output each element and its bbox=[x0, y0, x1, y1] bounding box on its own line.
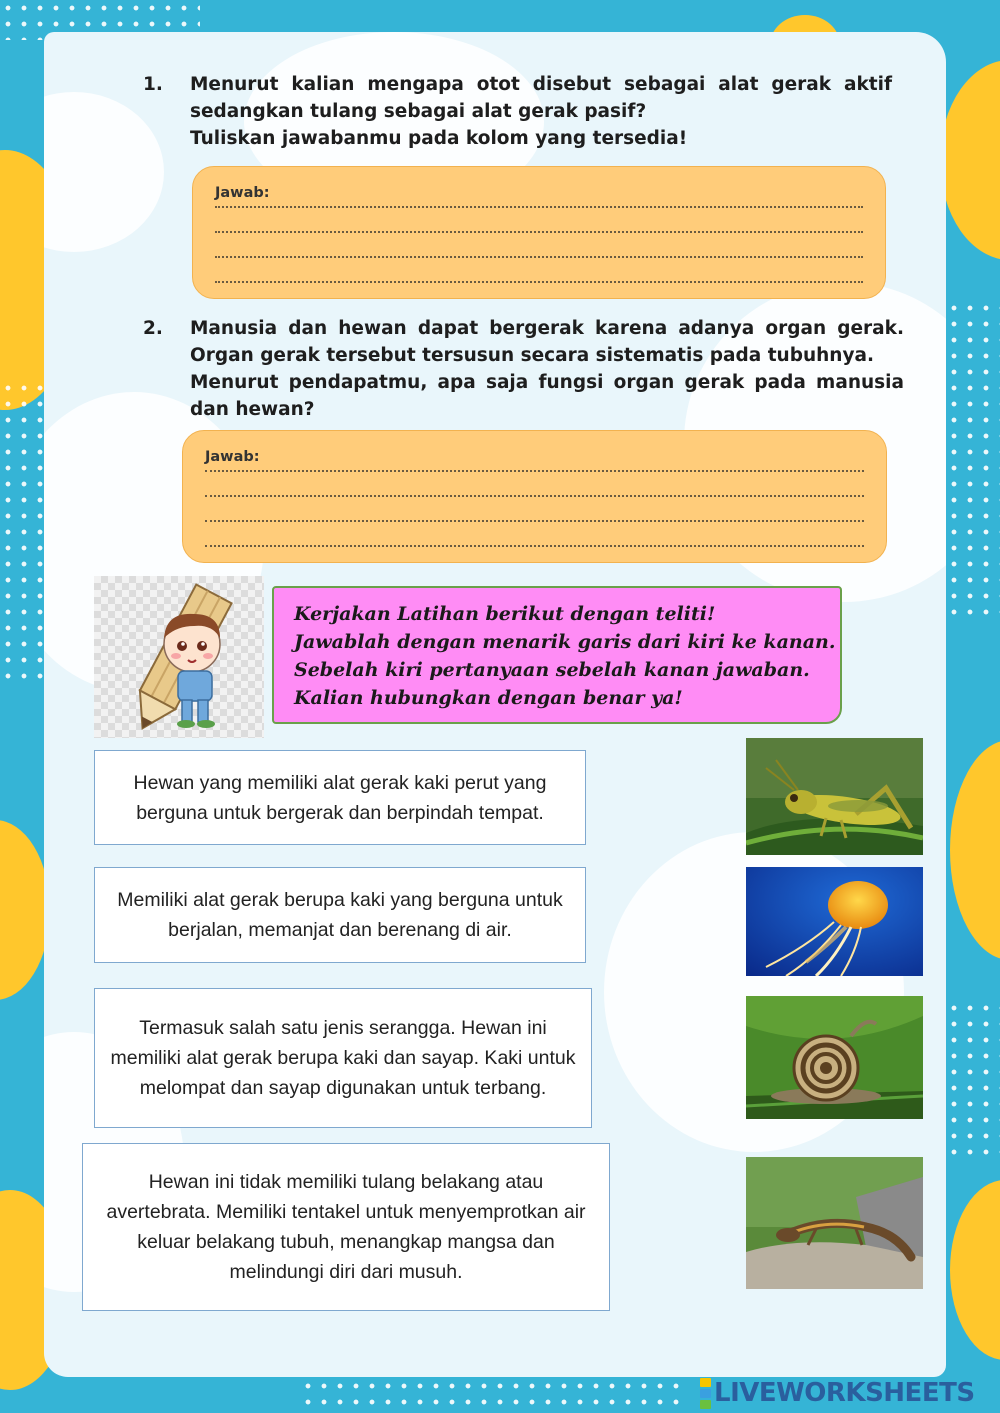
dot-pattern-decoration bbox=[300, 1378, 680, 1413]
question-1-line: Menurut kalian mengapa otot disebut sebagai alat gerak aktif sedangkan tulang sebagai alat gerak pasif? bbox=[190, 74, 892, 122]
yellow-circle-decoration bbox=[950, 1180, 1000, 1360]
liveworksheets-logo bbox=[700, 1377, 975, 1409]
answer-line[interactable] bbox=[205, 472, 864, 497]
instruction-line: Sebelah kiri pertanyaan sebelah kanan jawaban. bbox=[294, 659, 810, 681]
white-blob-decoration bbox=[44, 92, 164, 252]
question-2-number: 2. bbox=[143, 318, 163, 339]
question-1-line: Tuliskan jawabanmu pada kolom yang tersedia! bbox=[190, 128, 688, 149]
question-2-line: Manusia dan hewan dapat bergerak karena adanya organ gerak. Organ gerak tersebut tersusun secara sistematis pada tubuhnya. bbox=[190, 318, 904, 366]
instruction-line: Kerjakan Latihan berikut dengan teliti! bbox=[294, 603, 716, 625]
dot-pattern-decoration bbox=[946, 300, 1000, 620]
lizard-photo[interactable] bbox=[746, 1157, 923, 1289]
question-2-line: Menurut pendapatmu, apa saja fungsi organ gerak pada manusia dan hewan? bbox=[190, 372, 904, 420]
dot-pattern-decoration bbox=[0, 380, 44, 680]
matching-prompt-3[interactable]: Termasuk salah satu jenis serangga. Hewan ini memiliki alat gerak berupa kaki dan sayap. Kaki untuk melompat dan sayap digunakan untuk terbang. bbox=[94, 988, 592, 1128]
matching-prompt-1[interactable]: Hewan yang memiliki alat gerak kaki perut yang berguna untuk bergerak dan berpindah tempat. bbox=[94, 750, 586, 845]
instruction-box bbox=[272, 586, 842, 724]
answer-line[interactable] bbox=[215, 208, 863, 233]
yellow-circle-decoration bbox=[0, 820, 50, 1000]
question-1-number: 1. bbox=[143, 74, 163, 95]
liveworksheets-icon bbox=[700, 1377, 711, 1410]
answer-line[interactable] bbox=[205, 497, 864, 522]
answer-label: Jawab: bbox=[215, 185, 270, 201]
matching-prompt-4[interactable]: Hewan ini tidak memiliki tulang belakang atau avertebrata. Memiliki tentakel untuk menyemprotkan air keluar belakang tubuh, menangkap mangsa dan melindungi diri dari musuh. bbox=[82, 1143, 610, 1311]
answer-line[interactable] bbox=[215, 258, 863, 283]
answer-box-2[interactable] bbox=[182, 430, 887, 563]
snail-photo[interactable] bbox=[746, 996, 923, 1119]
grasshopper-photo[interactable] bbox=[746, 738, 923, 855]
boy-with-pencil-illustration bbox=[94, 576, 264, 738]
dot-pattern-decoration bbox=[946, 1000, 1000, 1160]
answer-label: Jawab: bbox=[205, 449, 260, 465]
jellyfish-photo[interactable] bbox=[746, 867, 923, 976]
instruction-line: Jawablah dengan menarik garis dari kiri ke kanan. bbox=[294, 631, 836, 653]
answer-box-1[interactable] bbox=[192, 166, 886, 299]
answer-line[interactable] bbox=[205, 447, 864, 472]
question-1-text bbox=[190, 71, 892, 152]
instruction-line: Kalian hubungkan dengan benar ya! bbox=[294, 687, 683, 709]
brand-text: LIVEWORKSHEETS bbox=[714, 1378, 975, 1408]
answer-line[interactable] bbox=[205, 522, 864, 547]
matching-prompt-2[interactable]: Memiliki alat gerak berupa kaki yang berguna untuk berjalan, memanjat dan berenang di air. bbox=[94, 867, 586, 963]
yellow-circle-decoration bbox=[940, 60, 1000, 260]
answer-line[interactable] bbox=[215, 183, 863, 208]
question-2-text bbox=[190, 315, 904, 423]
answer-line[interactable] bbox=[215, 233, 863, 258]
yellow-circle-decoration bbox=[950, 740, 1000, 960]
